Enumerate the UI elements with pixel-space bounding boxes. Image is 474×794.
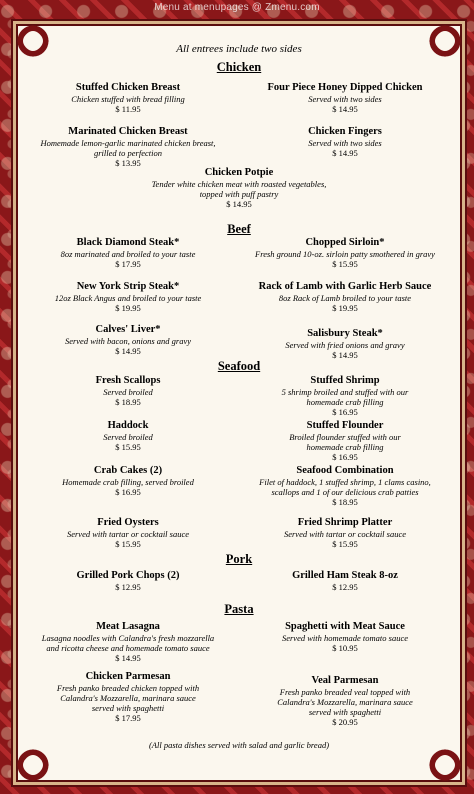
item-name: Calves' Liver*	[95, 324, 161, 335]
watermark-text: Menu at menupages @ Zmenu.com	[154, 2, 320, 13]
menu-item-chicken-fingers	[240, 125, 450, 158]
item-description: Fresh panko breaded chicken topped with	[56, 683, 200, 693]
item-description: Served broiled	[103, 387, 153, 397]
item-description: 8oz Rack of Lamb broiled to your taste	[278, 293, 412, 303]
item-description: served with spaghetti	[308, 707, 382, 717]
menu-item-marinated-chicken-breast	[28, 125, 228, 168]
item-price: $ 19.95	[332, 303, 358, 313]
item-price: $ 17.95	[115, 713, 141, 723]
item-name: Stuffed Flounder	[306, 420, 384, 431]
menu-item-meat-lasagna	[28, 620, 228, 663]
item-name: Grilled Ham Steak 8-oz	[292, 570, 398, 581]
item-name: Seafood Combination	[296, 465, 394, 476]
item-description: 12oz Black Angus and broiled to your taste	[54, 293, 202, 303]
menu-item-fried-shrimp-platter	[240, 516, 450, 549]
item-name: New York Strip Steak*	[76, 281, 180, 292]
item-price: $ 16.95	[332, 407, 358, 417]
item-name: Chicken Potpie	[204, 167, 274, 178]
item-description: scallops and 1 of our delicious crab patties	[271, 487, 419, 497]
item-price: $ 19.95	[115, 303, 141, 313]
item-description: topped with puff pastry	[199, 189, 279, 199]
item-price: $ 10.95	[332, 643, 358, 653]
menu-item-haddock	[28, 419, 228, 452]
menu-item-fresh-scallops	[28, 374, 228, 407]
item-description: Served with tartar or cocktail sauce	[66, 529, 190, 539]
item-name: Haddock	[107, 420, 149, 431]
item-price: $ 16.95	[115, 487, 141, 497]
item-description: Served with fried onions and gravy	[285, 340, 405, 350]
item-price: $ 14.95	[332, 350, 358, 360]
item-description: Lasagna noodles with Calandra's fresh mozzarella	[41, 633, 215, 643]
item-name: Black Diamond Steak*	[76, 237, 180, 248]
item-price: $ 13.95	[115, 158, 141, 168]
menu-item-stuffed-chicken-breast	[28, 81, 228, 114]
item-price: $ 15.95	[115, 442, 141, 452]
section-heading-pork: Pork	[225, 552, 253, 566]
menu-item-stuffed-shrimp	[240, 374, 450, 417]
item-description: Broiled flounder stuffed with our	[289, 432, 401, 442]
item-name: Marinated Chicken Breast	[68, 126, 188, 137]
item-description: served with spaghetti	[91, 703, 165, 713]
item-description: Homemade crab filling, served broiled	[62, 477, 194, 487]
item-name: Crab Cakes (2)	[93, 465, 163, 476]
section-heading-beef: Beef	[227, 222, 251, 236]
menu-footer-note: (All pasta dishes served with salad and garlic bread)	[148, 740, 330, 750]
menu-item-chicken-parmesan	[28, 670, 228, 723]
menu-item-ny-strip-steak	[28, 280, 228, 313]
item-description: Fresh panko breaded veal topped with	[279, 687, 411, 697]
item-price: $ 15.95	[332, 259, 358, 269]
item-name: Chicken Fingers	[308, 126, 382, 137]
item-description: Served with two sides	[308, 94, 382, 104]
item-description: Served broiled	[103, 432, 153, 442]
item-description: Served with tartar or cocktail sauce	[283, 529, 407, 539]
item-name: Spaghetti with Meat Sauce	[285, 621, 405, 632]
menu-item-grilled-pork-chops	[28, 569, 228, 592]
item-name: Fried Oysters	[97, 517, 159, 528]
item-description: Calandra's Mozzarella, marinara sauce	[277, 697, 413, 707]
item-price: $ 12.95	[332, 582, 358, 592]
item-name: Grilled Pork Chops (2)	[76, 570, 180, 581]
item-description: 8oz marinated and broiled to your taste	[60, 249, 196, 259]
item-price: $ 11.95	[115, 104, 141, 114]
menu-item-honey-dipped-chicken	[240, 81, 450, 114]
item-price: $ 18.95	[332, 497, 358, 507]
item-price: $ 12.95	[115, 582, 141, 592]
item-name: Chopped Sirloin*	[305, 237, 385, 248]
item-price: $ 14.95	[115, 346, 141, 356]
menu-item-fried-oysters	[28, 516, 228, 549]
menu-item-rack-of-lamb	[240, 280, 450, 313]
item-price: $ 14.95	[332, 104, 358, 114]
item-name: Fresh Scallops	[95, 375, 161, 386]
item-name: Four Piece Honey Dipped Chicken	[267, 82, 423, 93]
item-name: Meat Lasagna	[96, 621, 160, 632]
section-heading-seafood: Seafood	[217, 359, 261, 373]
menu-item-seafood-combination	[240, 464, 450, 507]
item-description: and ricotta cheese and homemade tomato sauce	[46, 643, 210, 653]
item-description: Fresh ground 10-oz. sirloin patty smothered in gravy	[255, 249, 435, 259]
item-price: $ 15.95	[115, 539, 141, 549]
menu-item-grilled-ham-steak	[240, 569, 450, 592]
menu-item-spaghetti-meat-sauce	[240, 620, 450, 653]
item-price: $ 15.95	[332, 539, 358, 549]
item-price: $ 14.95	[115, 653, 141, 663]
item-description: homemade crab filling	[306, 442, 384, 452]
item-name: Stuffed Shrimp	[310, 375, 380, 386]
item-description: Served with bacon, onions and gravy	[64, 336, 192, 346]
menu-item-salisbury-steak	[240, 327, 450, 360]
item-description: homemade crab filling	[306, 397, 384, 407]
item-description: Calandra's Mozzarella, marinara sauce	[60, 693, 196, 703]
item-name: Chicken Parmesan	[85, 671, 171, 682]
menu-item-stuffed-flounder	[240, 419, 450, 462]
item-description: Tender white chicken meat with roasted vegetables,	[151, 179, 327, 189]
item-name: Veal Parmesan	[311, 675, 379, 686]
menu-item-veal-parmesan	[240, 674, 450, 727]
section-heading-chicken: Chicken	[216, 60, 262, 74]
item-description: grilled to perfection	[94, 148, 162, 158]
item-price: $ 14.95	[332, 148, 358, 158]
item-description: Served with two sides	[308, 138, 382, 148]
menu-panel	[16, 24, 462, 782]
item-name: Rack of Lamb with Garlic Herb Sauce	[258, 281, 432, 292]
item-description: Chicken stuffed with bread filling	[71, 94, 185, 104]
item-price: $ 16.95	[332, 452, 358, 462]
item-description: 5 shrimp broiled and stuffed with our	[281, 387, 409, 397]
item-name: Salisbury Steak*	[307, 328, 383, 339]
menu-item-crab-cakes	[28, 464, 228, 497]
menu-item-chopped-sirloin	[240, 236, 450, 269]
item-price: $ 20.95	[332, 717, 358, 727]
item-price: $ 18.95	[115, 397, 141, 407]
menu-item-chicken-potpie	[108, 166, 370, 209]
section-heading-pasta: Pasta	[224, 602, 254, 616]
item-description: Served with homemade tomato sauce	[281, 633, 409, 643]
item-name: Fried Shrimp Platter	[297, 517, 393, 528]
item-description: Homemade lemon-garlic marinated chicken breast,	[40, 138, 216, 148]
menu-item-black-diamond-steak	[28, 236, 228, 269]
item-name: Stuffed Chicken Breast	[75, 82, 181, 93]
item-price: $ 17.95	[115, 259, 141, 269]
menu-item-calves-liver	[28, 323, 228, 356]
menu-subtitle: All entrees include two sides	[176, 43, 302, 55]
item-description: Filet of haddock, 1 stuffed shrimp, 1 clams casino,	[259, 477, 431, 487]
item-price: $ 14.95	[226, 199, 252, 209]
